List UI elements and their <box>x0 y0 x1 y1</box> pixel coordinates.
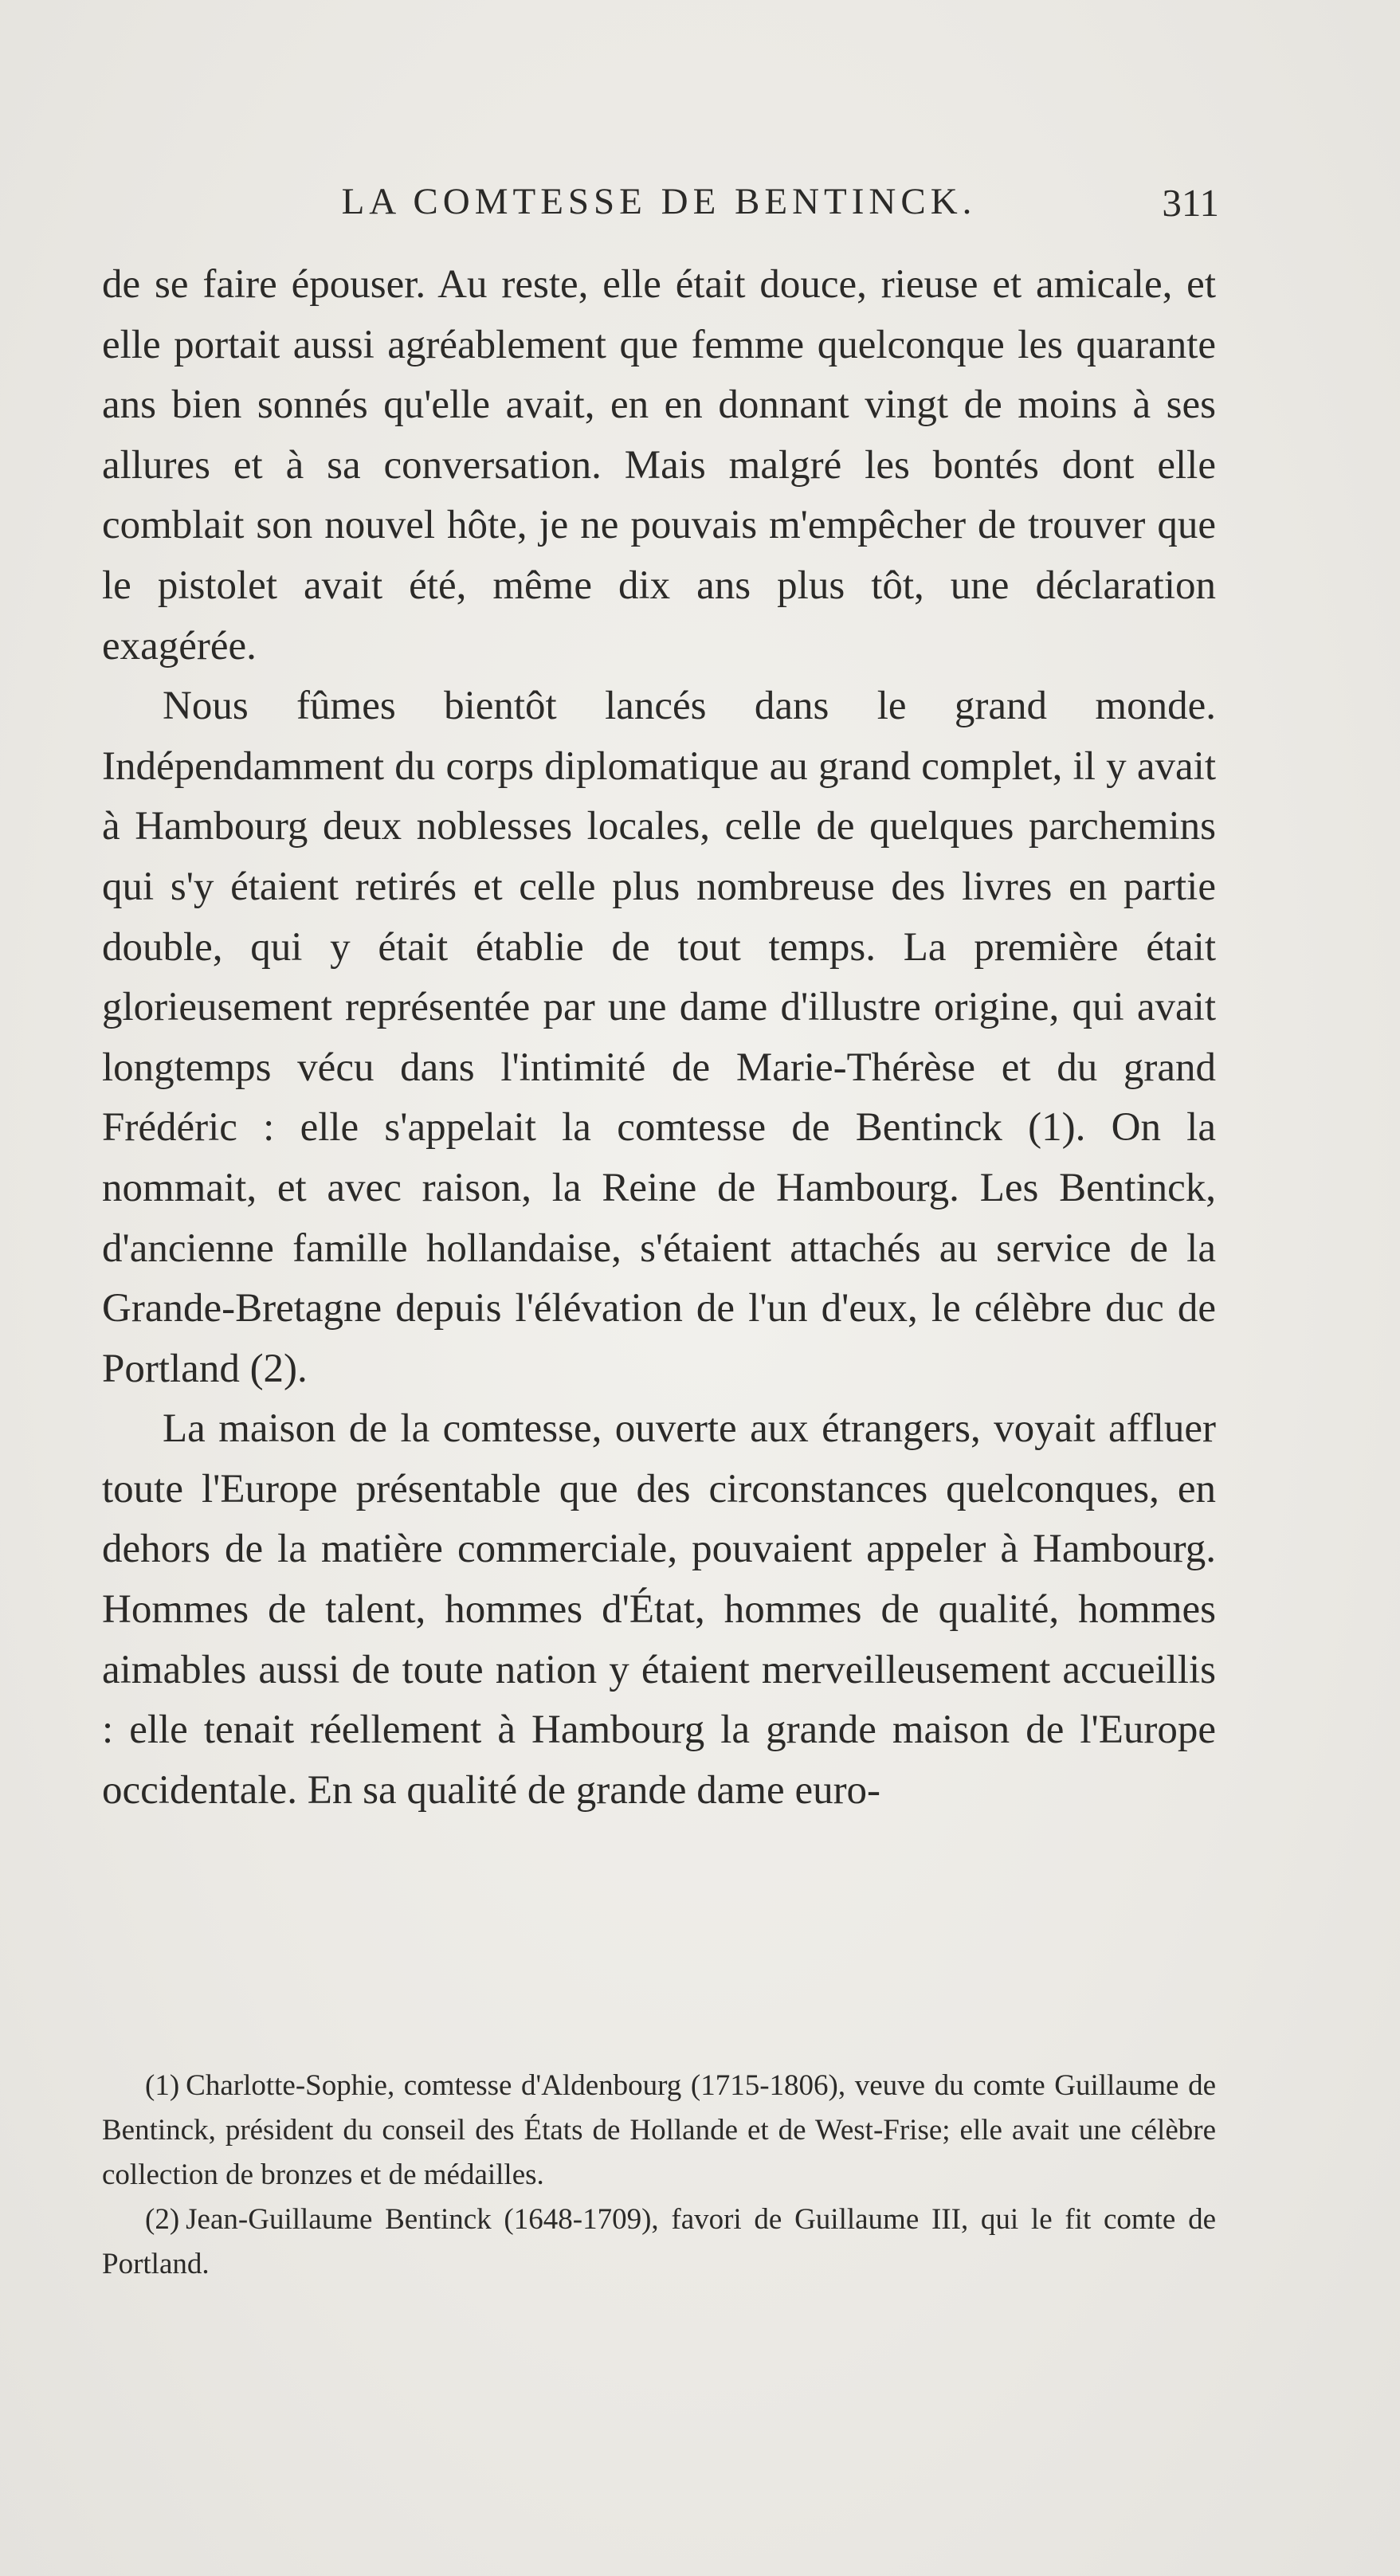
paragraph-maison-comtesse: La maison de la comtesse, ouverte aux étrangers, voyait affluer toute l'Europe présentable que des circonstances quelconques, en dehors de la matière commerciale, pouvaient appeler à Hambourg. Hommes de talent, hommes d'État, hommes de qualité, hommes aimables aussi de toute nation y étaient merveilleusement accueillis : elle tenait réellement à Hambourg la grande maison de l'Europe occidentale. En sa qualité de grande dame euro- <box>102 1406 1216 1813</box>
footnote-text: Charlotte-Sophie, comtesse d'Aldenbourg (1715-1806), veuve du comte Guillaume de Bentinck, président du conseil des États de Hollande et de West-Frise; elle avait une célèbre collection de bronzes et de médailles. <box>102 2069 1216 2191</box>
footnote <box>102 2064 1216 2198</box>
footnote-mark: (1) <box>145 2069 180 2102</box>
paragraph-grand-monde: Nous fûmes bientôt lancés dans le grand monde. Indépendamment du corps diplomatique au grand complet, il y avait à Hambourg deux noblesses locales, celle de quelques parchemins qui s'y étaient retirés et celle plus nombreuse des livres en partie double, qui y était établie de tout temps. La première était glorieusement représentée par une dame d'illustre origine, qui avait longtemps vécu dans l'intimité de Marie-Thérèse et du grand Frédéric : elle s'appelait la comtesse de Bentinck (1). On la nommait, et avec raison, la Reine de Hambourg. Les Bentinck, d'ancienne famille hollandaise, s'étaient attachés au service de la Grande-Bretagne depuis l'élévation de l'un d'eux, le célèbre duc de Portland (2). <box>102 684 1216 1391</box>
footnote-mark: (2) <box>145 2203 180 2236</box>
body-text <box>102 255 1216 1821</box>
paragraph-continuation: de se faire épouser. Au reste, elle était douce, rieuse et amicale, et elle portait aussi agréablement que femme quelconque les quarante ans bien sonnés qu'elle avait, en en donnant vingt de moins à ses allures et à sa conversation. Mais malgré les bontés dont elle comblait son nouvel hôte, je ne pouvais m'empêcher de trouver que le pistolet avait été, même dix ans plus tôt, une déclaration exagérée. <box>102 262 1216 669</box>
footnote <box>102 2198 1216 2287</box>
running-head <box>102 180 1219 236</box>
running-head-title: LA COMTESSE DE BENTINCK. <box>341 181 977 222</box>
footnotes <box>102 2064 1216 2287</box>
footnote-text: Jean-Guillaume Bentinck (1648-1709), favori de Guillaume III, qui le fit comte de Portland. <box>102 2203 1216 2280</box>
page-number: 311 <box>1162 181 1219 225</box>
